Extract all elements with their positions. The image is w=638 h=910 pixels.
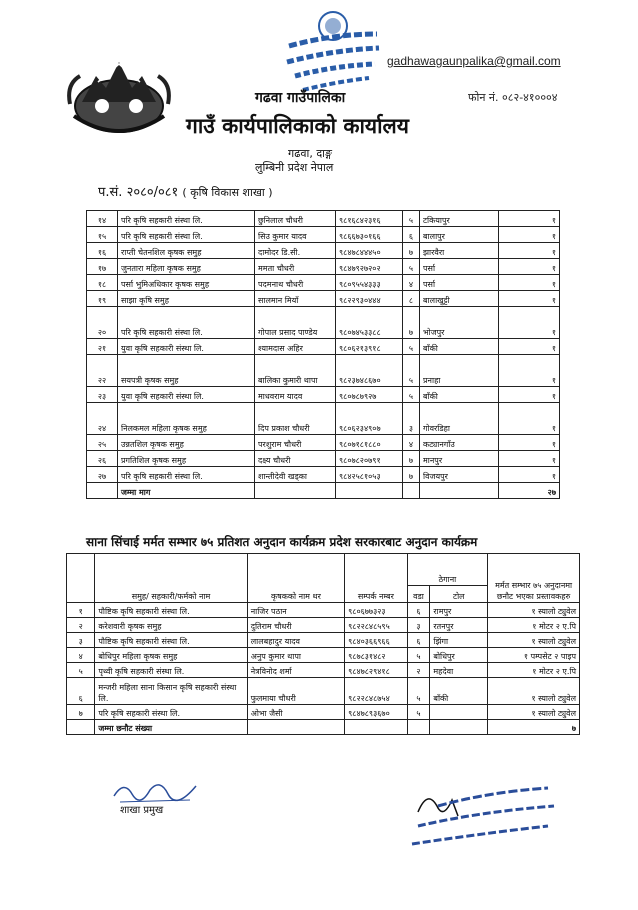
row-ward: ५ [403,211,420,227]
row-ward: ५ [403,355,420,387]
table-row [67,663,580,678]
row-group-name: परि कृषि सहकारी संस्था लि. [118,227,255,243]
total-blank [87,483,118,499]
row-ward: ३ [403,403,420,435]
province-name: लुम्बिनी प्रदेश नेपाल [255,161,334,174]
table-row [67,705,580,720]
row-ward: २ [407,663,430,678]
row-phone: ९८०७८२०७९१ [336,451,403,467]
table-row [87,387,560,403]
reference-line [98,182,273,200]
total-blank [345,720,407,735]
row-group-name: साझा कृषि समुह [118,291,255,307]
row-serial: २२ [87,355,118,387]
branch-head-label: शाखा प्रमुख [120,805,164,816]
row-ward: ६ [403,227,420,243]
row-serial: ६ [67,678,95,705]
row-group-name: राप्ती चेतनशिल कृषक समुह [118,243,255,259]
row-group-name: परि कृषि सहकारी संस्था लि. [118,467,255,483]
row-phone: ९८०७८७९२७ [336,387,403,403]
row-farmer-name: फुलमाया चौधरी [247,678,344,705]
row-group-name: निलकमल महिला कृषक समुह [118,403,255,435]
row-phone: ९८४७८९३६७० [345,705,407,720]
table-row [87,435,560,451]
row-phone: ९८४७९२७२०२ [336,259,403,275]
row-group-name: युवा कृषि सहकारी संस्था लि. [118,387,255,403]
table-row [87,211,560,227]
row-count: १ [499,467,560,483]
row-group-name: पृथ्वी कृषि सहकारी संस्था लि. [95,663,247,678]
row-tole: प्रनाहा [420,355,499,387]
row-phone: ९८२३७४८६७० [336,355,403,387]
row-farmer-name: शान्तीदेवी खड्का [255,467,336,483]
row-farmer-name: दुतिराम चौधरी [247,618,344,633]
row-tole: पर्सा [420,259,499,275]
row-phone: ९८२२८४८७५४ [345,678,407,705]
row-tole: झिंगा [430,633,488,648]
table-row [87,355,560,387]
row-phone: ९८०६२३४९०७ [336,403,403,435]
district-address: गढवा, दाङ्ग [288,147,332,160]
row-phone: ९८२२८४८५९५ [345,618,407,633]
row-proposal: १ स्यालो ट्युवेल [488,603,580,618]
row-serial: २१ [87,339,118,355]
table-row [87,467,560,483]
row-tole: रतनपुर [430,618,488,633]
row-proposal: १ मोटर २ ए.पि [488,618,580,633]
table-row [87,291,560,307]
table-row [67,633,580,648]
row-tole: झारवैरा [420,243,499,259]
row-ward: ७ [403,243,420,259]
irrigation-table [66,553,580,735]
row-tole: कट्यानगाँउ [420,435,499,451]
row-count: १ [499,307,560,339]
row-phone: ९८०९५५४३३३ [336,275,403,291]
branch-name: ( कृषि विकास शाखा ) [182,186,273,199]
row-serial: १८ [87,275,118,291]
row-serial: २४ [87,403,118,435]
row-farmer-name: ओभा जैसी [247,705,344,720]
row-count: १ [499,451,560,467]
phone-number: फोन नं. ०८२-४१०००४ [468,91,558,104]
total-blank [407,720,430,735]
row-farmer-name: दक्ष्य चौधरी [255,451,336,467]
row-proposal: १ मोटर २ ए.पि [488,663,580,678]
total-blank [430,720,488,735]
total-blank [67,720,95,735]
row-farmer-name: सालमान मियाँ [255,291,336,307]
total-value: २७ [499,483,560,499]
row-ward: ७ [403,451,420,467]
header-ward: वडा [407,585,430,602]
row-farmer-name: श्यामदास अहिर [255,339,336,355]
row-count: १ [499,291,560,307]
header-farmer-name: कृषकको नाम थर [247,554,344,603]
row-group-name: सयपत्री कृषक समुह [118,355,255,387]
row-group-name: परि कृषि सहकारी संस्था लि. [118,211,255,227]
row-proposal: १ स्यालो ट्युवेल [488,678,580,705]
row-phone: ९८६६७३०१६६ [336,227,403,243]
row-ward: ५ [403,387,420,403]
header-group-name: समुह/ सहकारी/फर्मको नाम [95,554,247,603]
row-count: १ [499,211,560,227]
row-phone: ९८०७४५३३८८ [336,307,403,339]
row-tole: रामपुर [430,603,488,618]
table-row [67,678,580,705]
row-ward: ७ [403,467,420,483]
row-tole: टकियापुर [420,211,499,227]
row-group-name: परि कृषि सहकारी संस्था लि. [118,307,255,339]
row-serial: २५ [87,435,118,451]
row-group-name: मन्जरी महिला साना किसान कृषि सहकारी संस्था लि. [95,678,247,705]
row-serial: १७ [87,259,118,275]
row-phone: ९८७८३१४८२ [345,648,407,663]
row-ward: ५ [403,339,420,355]
nepal-government-emblem [66,54,172,138]
table-row [87,339,560,355]
row-farmer-name: बालिका कुमारी थापा [255,355,336,387]
row-farmer-name: लालबहादुर यादव [247,633,344,648]
row-phone: ९८४०३६६९६६ [345,633,407,648]
row-tole: भोजपुर [420,307,499,339]
row-proposal: १ पम्पसेट २ पाइप [488,648,580,663]
row-count: १ [499,275,560,291]
row-count: १ [499,355,560,387]
row-group-name: परि कृषि सहकारी संस्था लि. [95,705,247,720]
row-tole [430,705,488,720]
row-serial: ३ [67,633,95,648]
row-group-name: पौष्टिक कृषि सहकारी संस्था लि. [95,603,247,618]
row-ward: ५ [403,259,420,275]
row-phone: ९८०७१८१८८० [336,435,403,451]
demand-table [86,210,560,499]
row-group-name: उन्नतशिल कृषक समुह [118,435,255,451]
row-serial: १९ [87,291,118,307]
row-ward: ६ [407,633,430,648]
row-group-name: युवा कृषि सहकारी संस्था लि. [118,339,255,355]
row-ward: ३ [407,618,430,633]
row-serial: १५ [87,227,118,243]
row-tole: विजयपुर [420,467,499,483]
row-farmer-name: दामोदर डि.सी. [255,243,336,259]
row-phone: ९८०६७७३२३ [345,603,407,618]
row-count: १ [499,403,560,435]
total-row [67,720,580,735]
row-farmer-name: माधवराम यादव [255,387,336,403]
row-ward: ५ [407,678,430,705]
total-blank [403,483,420,499]
row-serial: १६ [87,243,118,259]
row-farmer-name: सिउ कुमार यादव [255,227,336,243]
municipality-name: गढवा गाउँपालिका [255,90,346,106]
row-phone: ९८४७८२९४१८ [345,663,407,678]
header-serial [67,554,95,603]
header-contact: सम्पर्क नम्बर [345,554,407,603]
row-serial: २७ [87,467,118,483]
table-row [87,275,560,291]
row-ward: ५ [407,648,430,663]
row-tole: बाँकी [420,387,499,403]
row-ward: ५ [407,705,430,720]
row-serial: ४ [67,648,95,663]
row-tole: बाँकी [420,339,499,355]
row-count: १ [499,387,560,403]
row-tole: गोवरडिहा [420,403,499,435]
row-ward: ७ [403,307,420,339]
row-farmer-name: ममता चौधरी [255,259,336,275]
row-count: १ [499,435,560,451]
row-phone: ९८०६२१३९१८ [336,339,403,355]
row-serial: ५ [67,663,95,678]
row-farmer-name: गोपाल प्रसाद पाण्डेय [255,307,336,339]
table-row [67,648,580,663]
row-group-name: प्रगतिशिल कृषक समुह [118,451,255,467]
municipality-seal [283,4,383,96]
row-tole: महदेवा [430,663,488,678]
total-blank [420,483,499,499]
row-serial: ७ [67,705,95,720]
row-ward: ४ [403,435,420,451]
row-farmer-name: अनुप कुमार थापा [247,648,344,663]
row-serial: १ [67,603,95,618]
row-tole: मानपुर [420,451,499,467]
total-row [87,483,560,499]
total-value: ७ [488,720,580,735]
row-serial: २ [67,618,95,633]
row-count: १ [499,243,560,259]
table-row [67,618,580,633]
row-ward: ४ [403,275,420,291]
row-phone: ९८४७८४४४५० [336,243,403,259]
row-serial: २० [87,307,118,339]
row-farmer-name: छुनिलाल चौधरी [255,211,336,227]
row-farmer-name: दिप प्रकाश चौधरी [255,403,336,435]
row-serial: २३ [87,387,118,403]
irrigation-program-heading: साना सिंचाई मर्मत सम्भार ७५ प्रतिशत अनुदान कार्यक्रम प्रदेश सरकारबाट अनुदान कार्यक्रम [86,535,478,549]
row-tole: बाँकी [430,678,488,705]
row-count: १ [499,259,560,275]
row-tole: बालाखुट्टी [420,291,499,307]
table-row [87,307,560,339]
total-label: जम्मा माग [118,483,255,499]
table-row [87,243,560,259]
row-phone: ९८१६८४२३१६ [336,211,403,227]
total-blank [255,483,336,499]
row-phone: ९८२२९३०४४४ [336,291,403,307]
row-farmer-name: पदमनाथ चौधरी [255,275,336,291]
row-group-name: पौष्टिक कृषि सहकारी संस्था लि. [95,633,247,648]
row-count: १ [499,339,560,355]
email-address[interactable]: gadhawagaunpalika@gmail.com [387,54,561,68]
row-group-name: जुनतारा महिला कृषक समुह [118,259,255,275]
table-row [87,451,560,467]
table-row [67,603,580,618]
row-group-name: पर्सा भुमिअधिकार कृषक समुह [118,275,255,291]
header-proposal: मर्मत सम्भार ७५ अनुदानमा छनौट भएका प्रस्तावकहरु [488,554,580,603]
row-count: १ [499,227,560,243]
row-tole: बालापुर [420,227,499,243]
row-serial: २६ [87,451,118,467]
header-address: ठेगाना [407,554,488,586]
row-serial: १४ [87,211,118,227]
row-proposal: १ स्यालो ट्युवेल [488,705,580,720]
row-tole: पर्सा [420,275,499,291]
row-ward: ६ [407,603,430,618]
row-ward: ८ [403,291,420,307]
header-tole: टोल [430,585,488,602]
total-blank [336,483,403,499]
row-tole: बोधिपुर [430,648,488,663]
reference-number: प.सं. २०८०/०८१ [98,185,179,200]
table-row [87,403,560,435]
table-row [87,227,560,243]
office-title: गाउँ कार्यपालिकाको कार्यालय [186,114,409,138]
row-phone: ९८४२५८१०५३ [336,467,403,483]
row-farmer-name: नाजिर पठान [247,603,344,618]
table-row [87,259,560,275]
row-farmer-name: नेत्रविनोद शर्मा [247,663,344,678]
total-blank [247,720,344,735]
total-label: जम्मा छनौट संख्या [95,720,247,735]
row-proposal: १ स्यालो ट्युवेल [488,633,580,648]
chief-officer-signature-stamp [398,782,558,852]
row-group-name: करेशवारी कृषक समुह [95,618,247,633]
row-farmer-name: परशुराम चौधरी [255,435,336,451]
row-group-name: बोधिपुर महिला कृषक समुह [95,648,247,663]
